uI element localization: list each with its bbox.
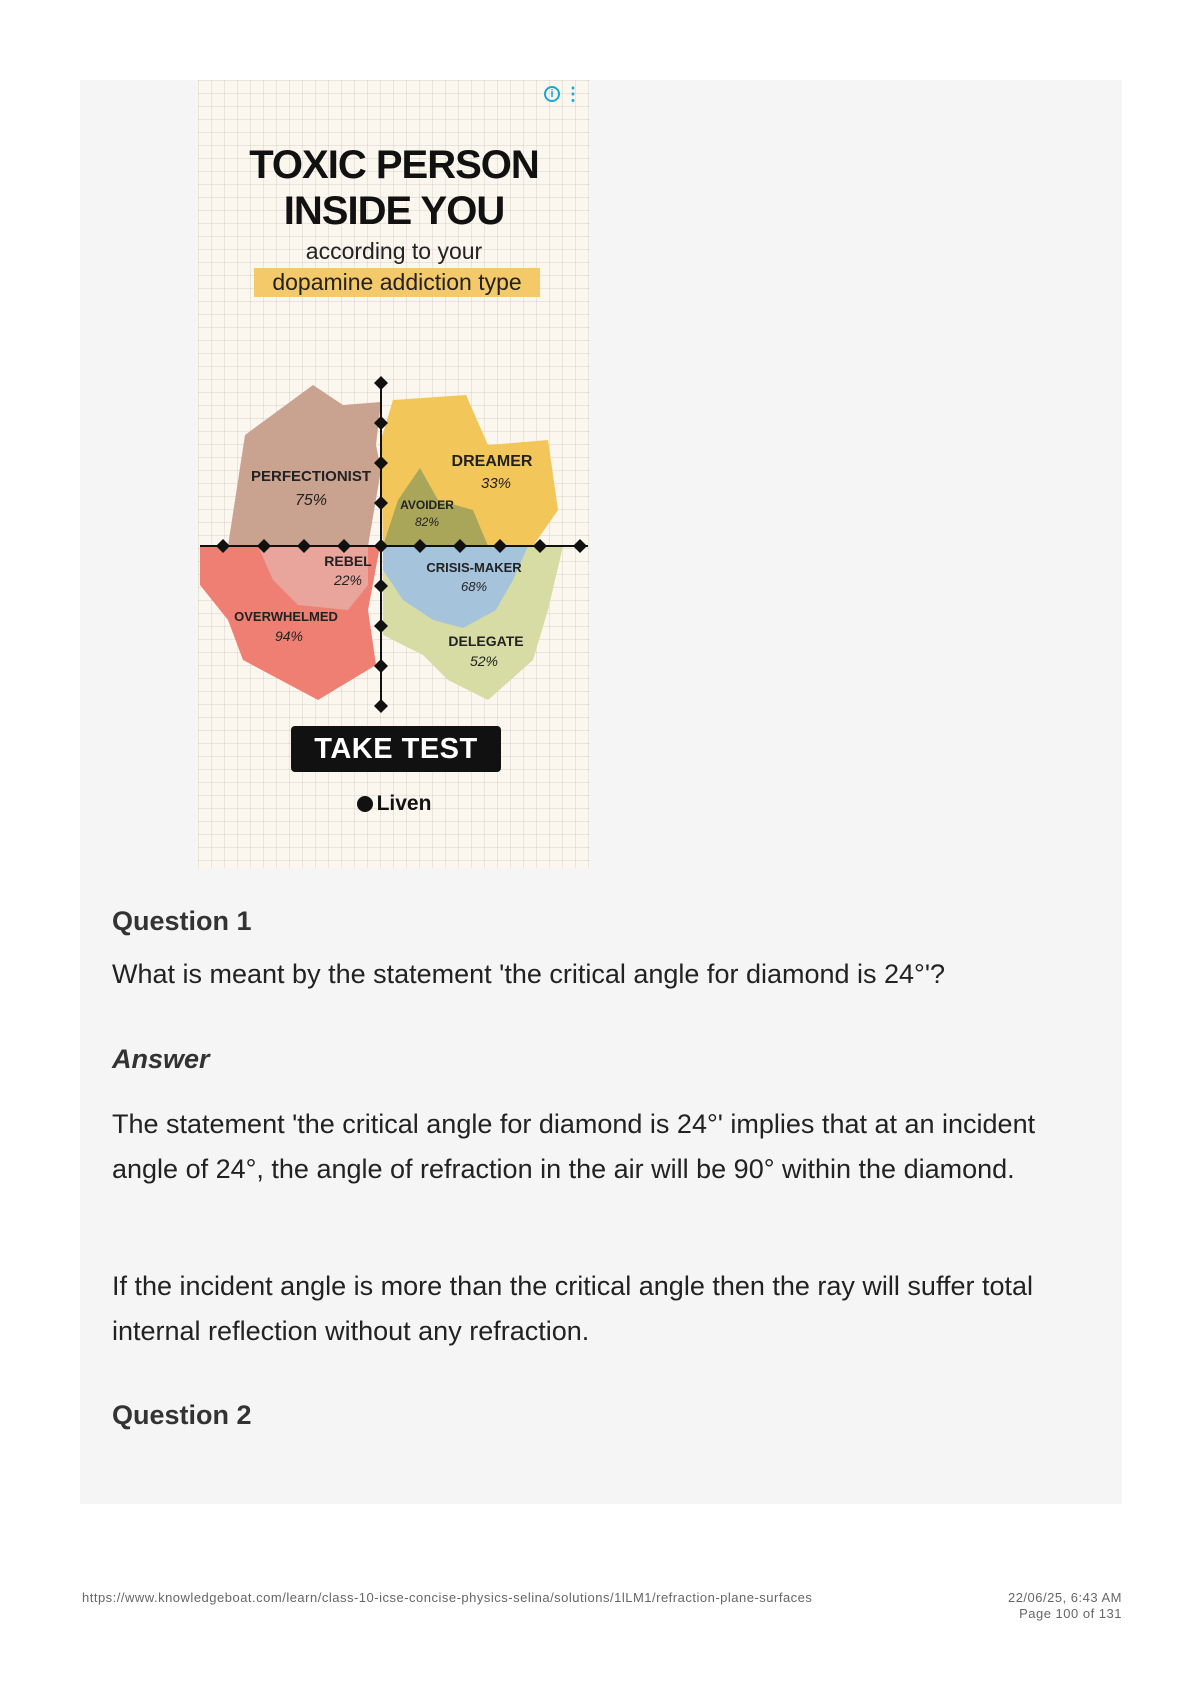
adchoices-icon[interactable]: i bbox=[544, 86, 560, 102]
ad-highlight: dopamine addiction type bbox=[254, 268, 540, 297]
rebel-pct: 22% bbox=[333, 572, 363, 588]
answer-label: Answer bbox=[112, 1044, 210, 1074]
delegate-pct: 52% bbox=[469, 653, 499, 669]
footer-datetime: 22/06/25, 6:43 AM bbox=[1007, 1590, 1122, 1605]
ad-title bbox=[198, 142, 590, 234]
brand-logo[interactable] bbox=[198, 792, 590, 816]
perfectionist-label: PERFECTIONIST bbox=[250, 468, 372, 485]
footer-meta bbox=[1008, 1590, 1122, 1622]
perfectionist-shape bbox=[228, 385, 381, 546]
footer-url: https://www.knowledgeboat.com/learn/class-10-icse-concise-physics-selina/solutions/1lLM1/refraction-plane-surfaces bbox=[82, 1590, 813, 1605]
question-1-text: What is meant by the statement 'the critical angle for diamond is 24°'? bbox=[112, 959, 946, 989]
avoider-pct: 82% bbox=[414, 515, 440, 529]
ad-title-line1: TOXIC PERSON bbox=[249, 143, 539, 187]
ad-quadrant-graphic bbox=[198, 310, 590, 720]
overwhelmed-pct: 94% bbox=[274, 628, 304, 644]
answer-paragraph-1: The statement 'the critical angle for diamond is 24°' implies that at an incident angle of 24°, the angle of refraction in the air will be 90° within the diamond. bbox=[112, 1109, 1036, 1184]
more-options-icon[interactable]: ⋮ bbox=[564, 84, 582, 104]
ad-title-line2: INSIDE YOU bbox=[283, 189, 505, 233]
rebel-label: REBEL bbox=[324, 553, 372, 569]
question-2-title: Question 2 bbox=[112, 1400, 252, 1430]
liven-logo-icon bbox=[357, 796, 373, 812]
avoider-label: AVOIDER bbox=[400, 498, 454, 512]
advertisement[interactable] bbox=[198, 80, 590, 868]
question-1-title: Question 1 bbox=[112, 906, 252, 936]
dreamer-label: DREAMER bbox=[451, 453, 533, 470]
crisis-maker-pct: 68% bbox=[460, 579, 488, 594]
answer-paragraph-2: If the incident angle is more than the critical angle then the ray will suffer total internal reflection without any refraction. bbox=[112, 1271, 1034, 1346]
ad-subtitle: according to your bbox=[305, 238, 483, 264]
content-card bbox=[80, 80, 1122, 1504]
crisis-maker-label: CRISIS-MAKER bbox=[426, 560, 522, 575]
footer-page-number: Page 100 of 131 bbox=[1019, 1606, 1122, 1621]
take-test-button[interactable]: TAKE TEST bbox=[291, 726, 501, 772]
delegate-label: DELEGATE bbox=[448, 633, 524, 649]
ad-controls[interactable] bbox=[544, 86, 582, 102]
dreamer-pct: 33% bbox=[480, 475, 512, 492]
brand-name: Liven bbox=[376, 792, 432, 815]
overwhelmed-label: OVERWHELMED bbox=[234, 609, 338, 624]
perfectionist-pct: 75% bbox=[294, 492, 328, 509]
